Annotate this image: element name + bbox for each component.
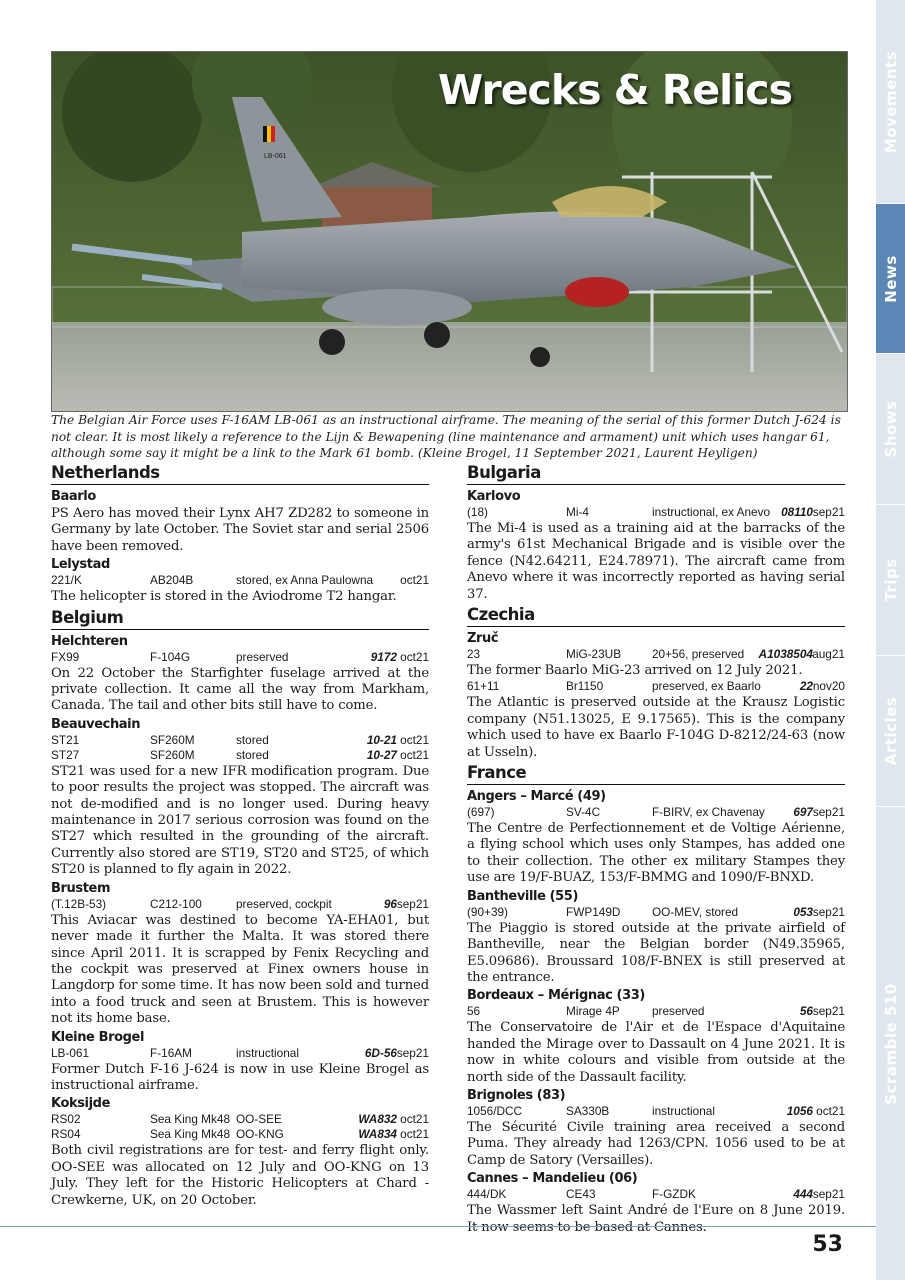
entry-status: preserved (236, 649, 289, 664)
aircraft-entry (467, 505, 845, 520)
entry-description: Former Dutch F-16 J-624 is now in use Kleine Brogel as instructional airframe. (51, 1061, 429, 1093)
entry-date: oct21 (400, 1127, 429, 1142)
aircraft-entry (51, 733, 429, 748)
entry-id: 10-27 (366, 747, 397, 762)
country-heading: Netherlands (51, 463, 429, 485)
entry-serial: (90+39) (467, 904, 508, 919)
country-heading: Belgium (51, 608, 429, 630)
entry-status: F-GZDK (652, 1187, 696, 1202)
entry-description: On 22 October the Starfighter fuselage arrived at the private collection. It came all the way from Markham, Canada. The tail and other bits still have to come. (51, 665, 429, 714)
aircraft-entry (51, 1112, 429, 1127)
entry-status: stored, ex Anna Paulowna (236, 573, 374, 588)
entry-serial: ST27 (51, 747, 80, 762)
entry-date: oct21 (400, 1112, 429, 1127)
entry-description: The Sécurité Civile training area received a second Puma. They already had 1263/CPN. 1056 used to be at Camp de Satory (Versailles). (467, 1119, 845, 1168)
country-heading: France (467, 763, 845, 785)
entry-type: SF260M (150, 732, 195, 747)
entry-status: instructional (652, 1103, 715, 1118)
entry-id: 56 (799, 1004, 813, 1019)
entry-serial: LB-061 (51, 1045, 90, 1060)
entry-date: oct21 (400, 747, 429, 762)
entry-id: 444 (793, 1187, 813, 1202)
page-number: 53 (812, 1232, 843, 1257)
aircraft-entry (467, 1004, 845, 1019)
entry-description: The Mi-4 is used as a training aid at the barracks of the army's 61st Mechanical Brigade and is visible over the fence (N42.64211, E24.78971). The aircraft came from Anevo where it was incorrectly reported as having serial 37. (467, 521, 845, 602)
aircraft-entry (51, 573, 429, 588)
entry-status: instructional (236, 1045, 299, 1060)
entry-status: OO-KNG (236, 1127, 284, 1142)
entry-id: 08110 (781, 505, 813, 519)
entry-date: sep21 (396, 896, 429, 911)
location-heading: Koksijde (51, 1096, 110, 1112)
tab-articles[interactable]: Articles (876, 656, 905, 806)
entry-status: instructional, ex Anevo (652, 505, 771, 519)
entry-id: WA832 (358, 1112, 397, 1127)
entry-serial: (697) (467, 805, 495, 820)
entry-type: Sea King Mk48 (150, 1127, 231, 1142)
entry-status: preserved, cockpit (236, 896, 332, 911)
f16-photo (51, 51, 848, 412)
entry-date: sep21 (396, 1045, 429, 1060)
entry-type: CE43 (566, 1187, 596, 1202)
aircraft-entry (467, 1187, 845, 1202)
location-heading: Beauvechain (51, 716, 141, 732)
entry-status: F-BIRV, ex Chavenay (652, 805, 765, 820)
entry-status: stored (236, 747, 269, 762)
entry-serial: RS02 (51, 1112, 81, 1127)
location-heading: Kleine Brogel (51, 1029, 145, 1045)
location-heading: Baarlo (51, 489, 96, 504)
aircraft-entry (467, 1104, 845, 1119)
entry-date: sep21 (812, 1187, 845, 1202)
entry-date: sep21 (812, 1004, 845, 1019)
entry-description: ST21 was used for a new IFR modification program. Due to poor results the project was stopped. The aircraft was not de-modified and is no longer used. During heavy maintenance in 2017 serious corrosion was found on the ST27 which resulted in the grounding of the aircraft. Currently also stored are ST19, ST20 and ST25, of which ST20 is planned to fly again in 2022. (51, 763, 429, 878)
country-heading: Bulgaria (467, 463, 845, 485)
aircraft-entry (51, 748, 429, 763)
tab-scramble[interactable]: Scramble 510 (876, 807, 905, 1280)
aircraft-entry (51, 650, 429, 665)
entry-type: SA330B (566, 1103, 610, 1118)
entry-serial: ST21 (51, 732, 80, 747)
entry-date: oct21 (400, 573, 429, 588)
entry-id: A1038504 (758, 647, 813, 662)
section-title: Wrecks & Relics (438, 66, 792, 114)
aircraft-entry (51, 897, 429, 912)
entry-description: The Centre de Perfectionnement et de Voltige Aérienne, a flying school which uses only Stampes, has added one to their collection. The other ex military Stampes they use are 19/F-BUAZ, 153/F-BMMG and 1090/F-BNXD. (467, 821, 845, 886)
location-heading: Brustem (51, 880, 111, 896)
aircraft-entry (467, 905, 845, 920)
entry-description: This Aviacar was destined to become YA-EHA01, but never made it further the Malta. It was stored there since April 2011. It is scrapped by Fenix Recycling and the cockpit was preserved at Finex owners house in Langdorp for some time. It has now been sold and turned into a food truck and seen at Brustem. This is however not its home base. (51, 912, 429, 1027)
entry-serial: 61+11 (467, 679, 500, 694)
entry-type: Mirage 4P (566, 1004, 620, 1019)
entry-id: 6D-56 (364, 1045, 397, 1060)
entry-type: AB204B (150, 573, 194, 588)
tail-code: LB-061 (264, 153, 287, 160)
entry-type: C212-100 (150, 896, 202, 911)
location-heading: Angers – Marcé (49) (467, 789, 606, 805)
entry-id: 10-21 (366, 732, 397, 747)
left-column (51, 463, 429, 1211)
entry-description: The helicopter is stored in the Aviodrome T2 hangar. (51, 589, 397, 605)
entry-date: oct21 (816, 1103, 845, 1118)
entry-serial: 444/DK (467, 1187, 507, 1202)
entry-description: The Wassmer left Saint André de l'Eure on 8 June 2019. It now seems to be based at Cannes. (467, 1203, 845, 1235)
entry-description: The former Baarlo MiG-23 arrived on 12 July 2021. (467, 663, 803, 679)
aircraft-entry (467, 679, 845, 694)
entry-serial: 23 (467, 647, 481, 662)
entry-status: preserved, ex Baarlo (652, 679, 761, 694)
entry-description: The Piaggio is stored outside at the private airfield of Bantheville, near the Belgian border (N49.35965, E5.09686). Broussard 108/F-BNEX is still preserved at the entrance. (467, 920, 845, 985)
entry-id: 053 (793, 904, 813, 919)
section-tabs (876, 0, 905, 1280)
entry-type: Br1150 (566, 679, 604, 694)
entry-date: sep21 (812, 805, 845, 820)
entry-status: 20+56, preserved (652, 647, 745, 662)
entry-date: oct21 (400, 732, 429, 747)
entry-serial: 56 (467, 1004, 481, 1019)
entry-type: F-104G (150, 649, 190, 664)
entry-id: 22 (799, 679, 813, 694)
entry-id: 1056 (786, 1103, 813, 1118)
tab-news[interactable]: News (876, 204, 905, 353)
entry-serial: 221/K (51, 573, 82, 588)
entry-date: sep21 (812, 904, 845, 919)
entry-description: The Atlantic is preserved outside at the Krausz Logistic company (N51.13025, E 9.17565). This is the company which used to have ex Baarlo F-104G D-8212/24-63 (now at Usseln). (467, 695, 845, 760)
entry-type: SF260M (150, 747, 195, 762)
entry-type: MiG-23UB (566, 647, 622, 662)
right-column (467, 463, 845, 1238)
entry-type: SV-4C (566, 805, 601, 820)
entry-serial: (T.12B-53) (51, 896, 107, 911)
entry-type: F-16AM (150, 1045, 192, 1060)
aircraft-entry (467, 805, 845, 820)
entry-status: OO-SEE (236, 1112, 282, 1127)
country-heading: Czechia (467, 605, 845, 627)
tab-shows[interactable]: Shows (876, 354, 905, 504)
photo-caption: The Belgian Air Force uses F-16AM LB-061 as an instructional airframe. The meaning of the serial of this former Dutch J-624 is not clear. It is most likely a reference to the Lijn & Bewapening (line maintenance and armament) unit which uses hangar 61, although some say it might be a link to the Mark 61 bomb. (Kleine Brogel, 11 September 2021, Laurent Heyligen) (51, 413, 841, 460)
location-heading: Zruč (467, 631, 499, 647)
entry-date: oct21 (400, 649, 429, 664)
entry-description: Both civil registrations are for test- and ferry flight only. OO-SEE was allocated on 12 July and OO-KNG on 13 July. They left for the Historic Helicopters at Chard - Crewkerne, UK, on 20 October. (51, 1143, 429, 1208)
tab-movements[interactable]: Movements (876, 0, 905, 203)
location-heading: Bordeaux – Mérignac (33) (467, 988, 645, 1004)
tab-trips[interactable]: Trips (876, 505, 905, 655)
location-heading: Helchteren (51, 633, 128, 649)
entry-description: PS Aero has moved their Lynx AH7 ZD282 to someone in Germany by late October. The Soviet star and serial 2506 have been removed. (51, 506, 429, 554)
location-heading: Lelystad (51, 557, 110, 573)
entry-status: preserved (652, 1004, 705, 1019)
entry-serial: FX99 (51, 649, 80, 664)
entry-status: OO-MEV, stored (652, 904, 739, 919)
location-heading: Bantheville (55) (467, 888, 578, 904)
aircraft-entry (51, 1046, 429, 1061)
entry-type: Mi-4 (566, 505, 589, 519)
location-heading: Cannes – Mandelieu (06) (467, 1171, 638, 1187)
entry-date: nov20 (812, 679, 845, 694)
entry-date: sep21 (812, 505, 845, 519)
entry-serial: RS04 (51, 1127, 81, 1142)
aircraft-entry (467, 647, 845, 662)
entry-serial: 1056/DCC (467, 1103, 523, 1118)
entry-status: stored (236, 732, 269, 747)
footer-rule (0, 1226, 876, 1227)
entry-date: aug21 (812, 647, 845, 662)
entry-id: 9172 (370, 649, 397, 664)
entry-type: Sea King Mk48 (150, 1112, 231, 1127)
entry-serial: (18) (467, 505, 488, 519)
location-heading: Brignoles (83) (467, 1087, 566, 1103)
entry-type: FWP149D (566, 904, 621, 919)
entry-id: 697 (793, 805, 813, 820)
entry-description: The Conservatoire de l'Air et de l'Espace d'Aquitaine handed the Mirage over to Dassault on 4 June 2021. It is now in white colours and visible from outside at the north side of the Dassault facility. (467, 1020, 845, 1085)
aircraft-entry (51, 1127, 429, 1142)
location-heading: Karlovo (467, 489, 521, 504)
entry-id: 96 (383, 896, 397, 911)
entry-id: WA834 (358, 1127, 397, 1142)
